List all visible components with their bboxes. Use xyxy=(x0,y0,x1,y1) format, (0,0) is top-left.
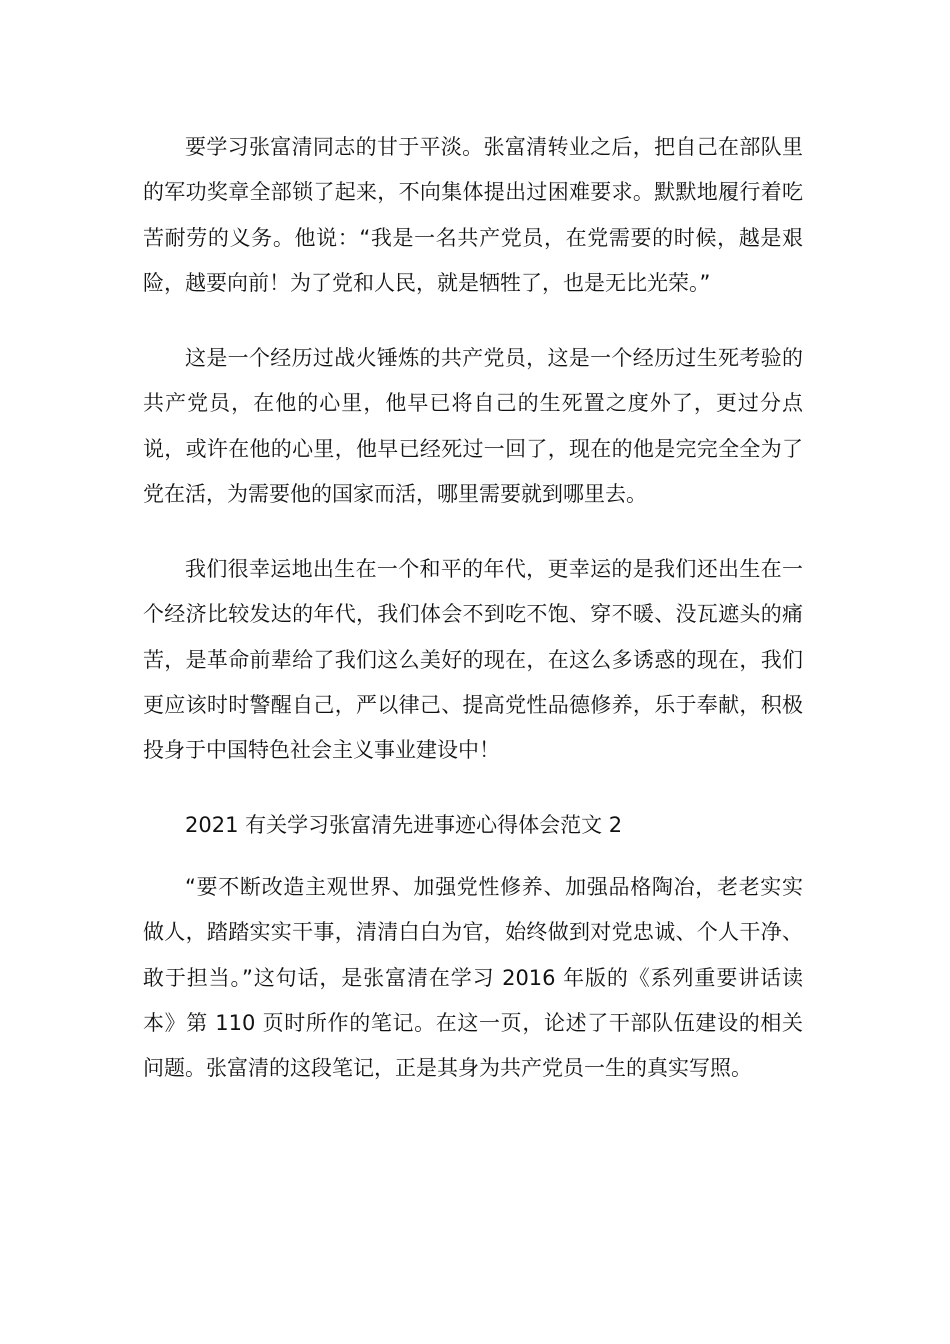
section-title: 2021 有关学习张富清先进事迹心得体会范文 2 xyxy=(185,813,623,837)
paragraph-1: 要学习张富清同志的甘于平淡。张富清转业之后，把自己在部队里的军功奖章全部锁了起来，不向集体提出过困难要求。默默地履行着吃苦耐劳的义务。他说：“我是一名共产党员，在党需要的时候，越是艰险，越要向前！为了党和人民，就是牺牲了，也是无比光荣。” xyxy=(143,135,803,295)
paragraph-3: 我们很幸运地出生在一个和平的年代，更幸运的是我们还出生在一个经济比较发达的年代，我们体会不到吃不饱、穿不暖、没瓦遮头的痛苦，是革命前辈给了我们这么美好的现在，在这么多诱惑的现在，我们更应该时时警醒自己，严以律己、提高党性品德修养，乐于奉献，积极投身于中国特色社会主义事业建设中！ xyxy=(143,557,803,763)
paragraph-2: 这是一个经历过战火锤炼的共产党员，这是一个经历过生死考验的共产党员，在他的心里，他早已将自己的生死置之度外了，更过分点说，或许在他的心里，他早已经死过一回了，现在的他是完完全全为了党在活，为需要他的国家而活，哪里需要就到哪里去。 xyxy=(143,346,803,506)
section-paragraph: “要不断改造主观世界、加强党性修养、加强品格陶冶，老老实实做人，踏踏实实干事，清清白白为官，始终做到对党忠诚、个人干净、敢于担当。”这句话，是张富清在学习 2016 年版的《系列重要讲话读本》第 110 页时所作的笔记。在这一页，论述了干部队伍建设的相关问题。张富清的这段笔记，正是其身为共产党员一生的真实写照。 xyxy=(143,875,803,1081)
